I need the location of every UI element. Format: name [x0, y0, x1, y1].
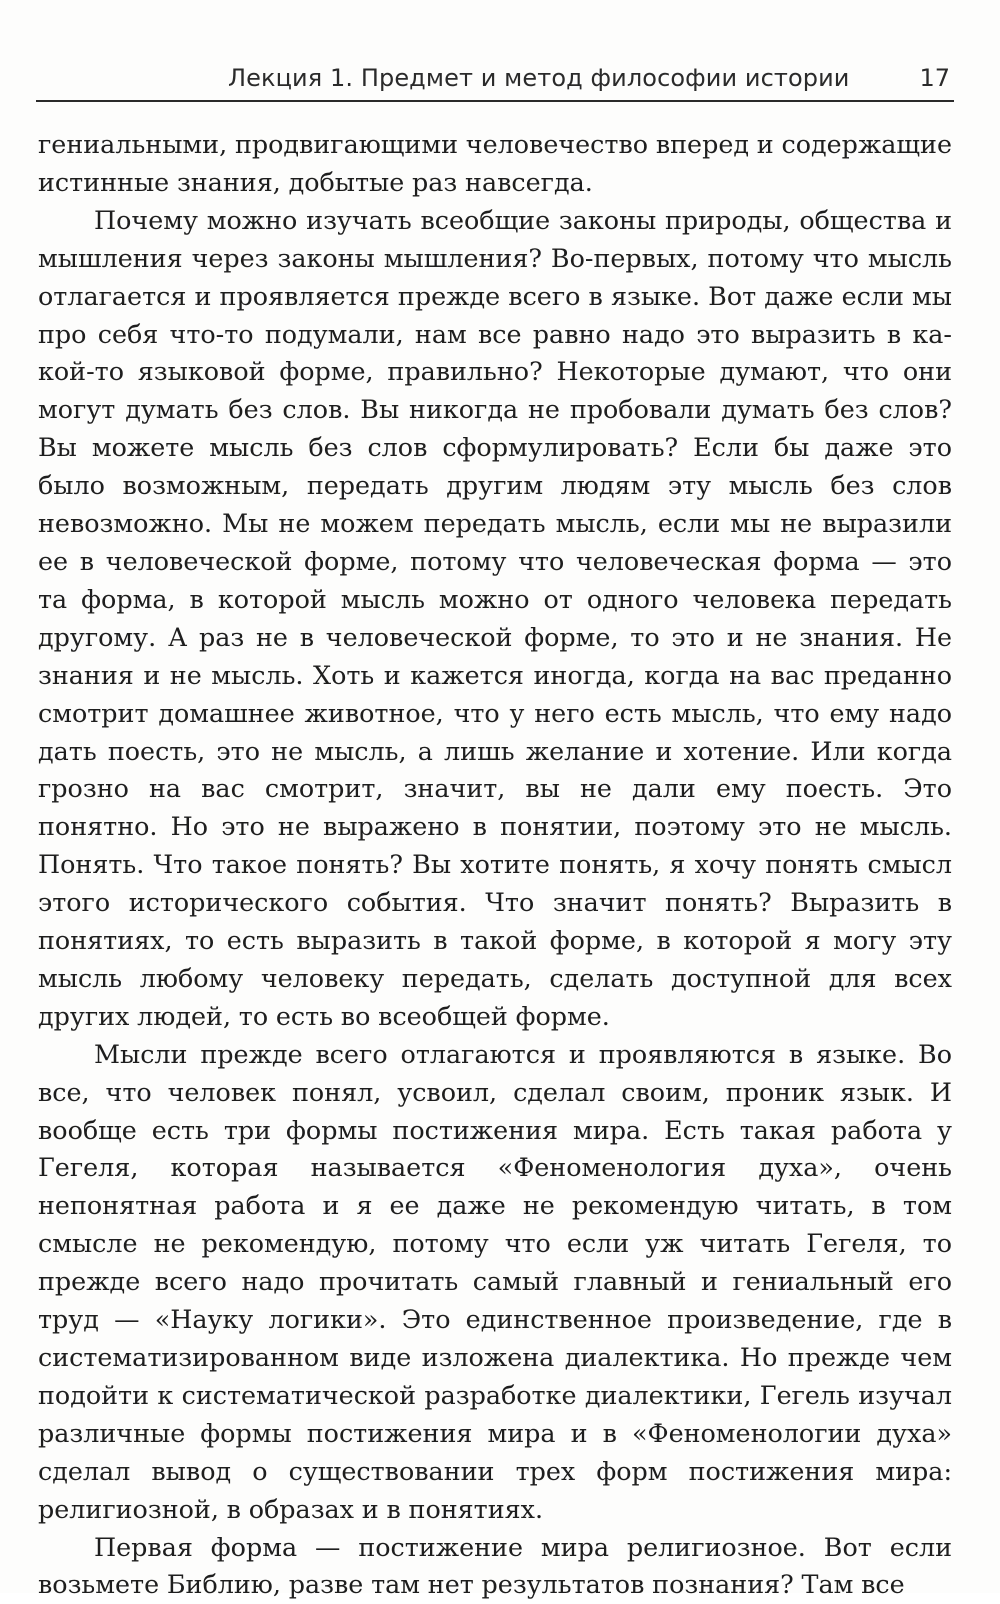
paragraph: Мысли прежде всего отлагаются и проявляются в языке. Во все, что человек понял, усвоил, сделал своим, проник язык. И вообще есть три формы постижения мира. Есть такая работа у Гегеля, которая называется «Феноменология духа», очень непонятная работа и я ее даже не рекомендую читать, в том смысле не рекомендую, потому что если уж читать Гегеля, то прежде всего надо прочитать самый главный и гениальный его труд — «Науку логики». Это единственное произведение, где в систематизированном виде изложена диалектика. Но прежде чем подойти к систематической разработке диалектики, Гегель изучал различные формы постижения мира и в «Феноменологии духа» сделал вывод о существовании трех форм постижения мира: религиозной, в образах и в понятиях.	[38, 1038, 952, 1524]
paragraph: Почему можно изучать всеобщие законы природы, общества и мышления через законы мышления? Во-первых, потому что мысль отлагается и проявляется прежде всего в языке. Вот даже если мы про себя что-то подумали, нам все равно надо это выразить в какой-то языковой форме, правильно? Некоторые думают, что они могут думать без слов. Вы никогда не пробовали думать без слов? Вы можете мысль без слов сформулировать? Если бы даже это было возможным, передать другим людям эту мысль без слов невозможно. Мы не можем передать мысль, если мы не выразили ее в человеческой форме, потому что человеческая форма — это та форма, в которой мысль можно от одного человека передать другому. А раз не в человеческой форме, то это и не знания. Не знания и не мысль. Хоть и кажется иногда, когда на вас преданно смотрит домашнее животное, что у него есть мысль, что ему надо дать поесть, это не мысль, а лишь желание и хотение. Или когда грозно на вас смотрит, значит, вы не дали ему поесть. Это понятно. Но это не выражено в понятии, поэтому это не мысль. Понять. Что такое понять? Вы хотите понять, я хочу понять смысл этого исторического события. Что значит понять? Выразить в понятиях, то есть выразить в такой форме, в которой я могу эту мысль любому человеку передать, сделать доступной для всех других людей, то есть во всеобщей форме.	[38, 204, 952, 1031]
paragraph: Первая форма — постижение мира религиозное. Вот если возьмете Библию, разве там нет результатов познания? Там все	[38, 1531, 952, 1600]
paragraph-continuation: гениальными, продвигающими человечество вперед и содержащие истинные знания, добытые раз навсегда.	[38, 129, 952, 197]
body-text	[38, 126, 952, 1604]
page-number: 17	[919, 64, 950, 92]
running-head	[36, 58, 954, 102]
running-title: Лекция 1. Предмет и метод философии истории	[228, 64, 850, 92]
